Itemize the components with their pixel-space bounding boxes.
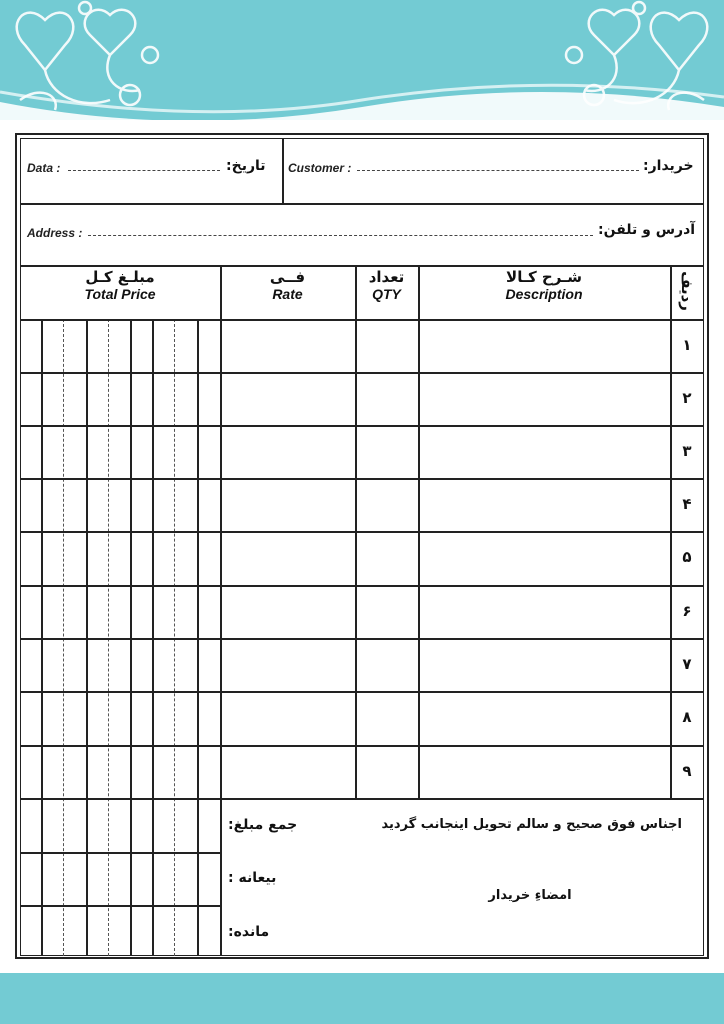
header-qty [355, 268, 418, 302]
customer-label-en: Customer : [288, 161, 352, 175]
description-label-fa: شـرح کـالا [506, 268, 582, 286]
row-line [20, 425, 704, 427]
header-divider [282, 139, 284, 203]
deposit-label: بیعانه : [228, 870, 277, 886]
address-label-fa: آدرس و تلفن: [598, 222, 696, 238]
col-line-rate [220, 265, 222, 956]
rate-label-en: Rate [272, 286, 303, 302]
date-field[interactable] [68, 170, 220, 171]
row-line [20, 745, 704, 747]
row-number: ۶ [682, 602, 692, 620]
row-line [20, 638, 704, 640]
footer-row-line [20, 905, 220, 907]
description-label-en: Description [505, 286, 583, 302]
qty-label-en: QTY [372, 286, 401, 302]
row-line [20, 319, 704, 321]
header-description [418, 268, 670, 302]
row-line [20, 531, 704, 533]
qty-label-fa: تعداد [368, 268, 405, 286]
customer-label-fa: خریدار: [643, 158, 694, 174]
row-line [20, 585, 704, 587]
header-line-2 [20, 265, 704, 267]
invoice-inner-frame [20, 138, 704, 956]
row-number: ۴ [682, 495, 692, 513]
row-number: ۹ [682, 762, 692, 780]
header-line-1 [20, 203, 704, 205]
row-number: ۷ [682, 655, 692, 673]
signature-label: امضاءِ خریدار [488, 888, 572, 903]
row-line [20, 478, 704, 480]
header-rate [220, 268, 355, 302]
total-price-label-en: Total Price [84, 286, 156, 302]
customer-field[interactable] [357, 170, 639, 171]
confirmation-text: اجناس فوق صحیح و سالم تحویل اینجانب گردید [381, 817, 682, 832]
footer-row-line [20, 852, 220, 854]
header-total-price [20, 268, 220, 302]
row-line [20, 691, 704, 693]
row-index-header: ردیف [678, 271, 696, 311]
row-number: ۲ [682, 389, 692, 407]
row-number: ۳ [682, 442, 692, 460]
rate-label-fa: فــی [269, 268, 306, 286]
sum-label: جمع مبلغ: [228, 817, 298, 833]
date-label-fa: تاریخ: [226, 158, 266, 174]
right-ornament-icon [544, 0, 724, 125]
left-ornament-icon [0, 0, 180, 125]
address-label-en: Address : [27, 226, 83, 240]
row-number: ۱ [682, 336, 692, 354]
row-number: ۸ [682, 708, 692, 726]
bottom-decorative-band [0, 973, 724, 1024]
row-line [20, 798, 704, 800]
address-field[interactable] [88, 235, 593, 236]
row-line [20, 372, 704, 374]
remaining-label: مانده: [228, 924, 270, 940]
total-price-label-fa: مبلـغ کـل [85, 268, 155, 286]
row-number: ۵ [682, 548, 692, 566]
date-label-en: Data : [27, 161, 61, 175]
